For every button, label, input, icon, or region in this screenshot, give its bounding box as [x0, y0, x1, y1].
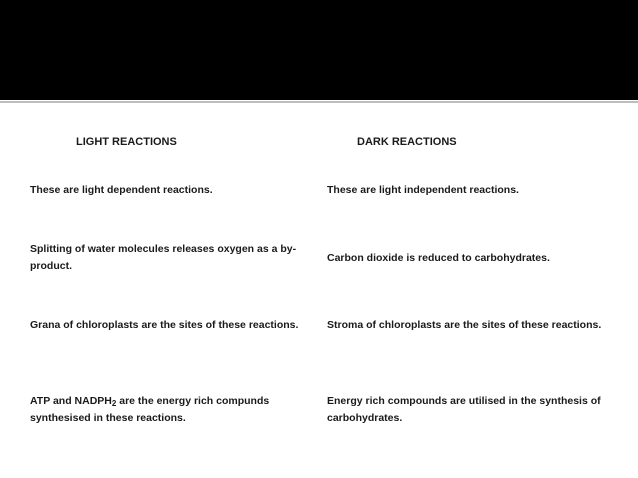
row2-light-line2: product. — [30, 260, 72, 272]
row3-dark-cell: Stroma of chloroplasts are the sites of these reactions. — [327, 319, 602, 331]
row4-dark-line2: carbohydrates. — [327, 412, 403, 424]
row1-light-cell: These are light dependent reactions. — [30, 184, 213, 196]
row4-light-line2: synthesised in these reactions. — [30, 412, 186, 424]
row4-light-cell — [30, 393, 312, 427]
row1-dark-cell: These are light independent reactions. — [327, 184, 519, 196]
row4-dark-cell — [327, 393, 617, 427]
row2-light-line1: Splitting of water molecules releases oxygen as a by- — [30, 243, 297, 255]
header-dark-reactions: DARK REACTIONS — [357, 136, 457, 148]
title-bar-background — [0, 0, 638, 100]
row4-dark-line1: Energy rich compounds are utilised in the synthesis of — [327, 395, 601, 407]
row4-light-subscript: 2 — [111, 399, 117, 408]
row4-light-prefix: ATP and NADPH — [30, 395, 112, 407]
row4-light-suffix: are the energy rich compunds — [116, 395, 270, 407]
title-divider — [0, 101, 638, 103]
row2-light-cell — [30, 241, 312, 275]
header-light-reactions: LIGHT REACTIONS — [76, 136, 177, 148]
row4-light-line1 — [30, 393, 312, 410]
row3-light-cell: Grana of chloroplasts are the sites of these reactions. — [30, 319, 299, 331]
row2-dark-cell: Carbon dioxide is reduced to carbohydrates. — [327, 252, 550, 264]
